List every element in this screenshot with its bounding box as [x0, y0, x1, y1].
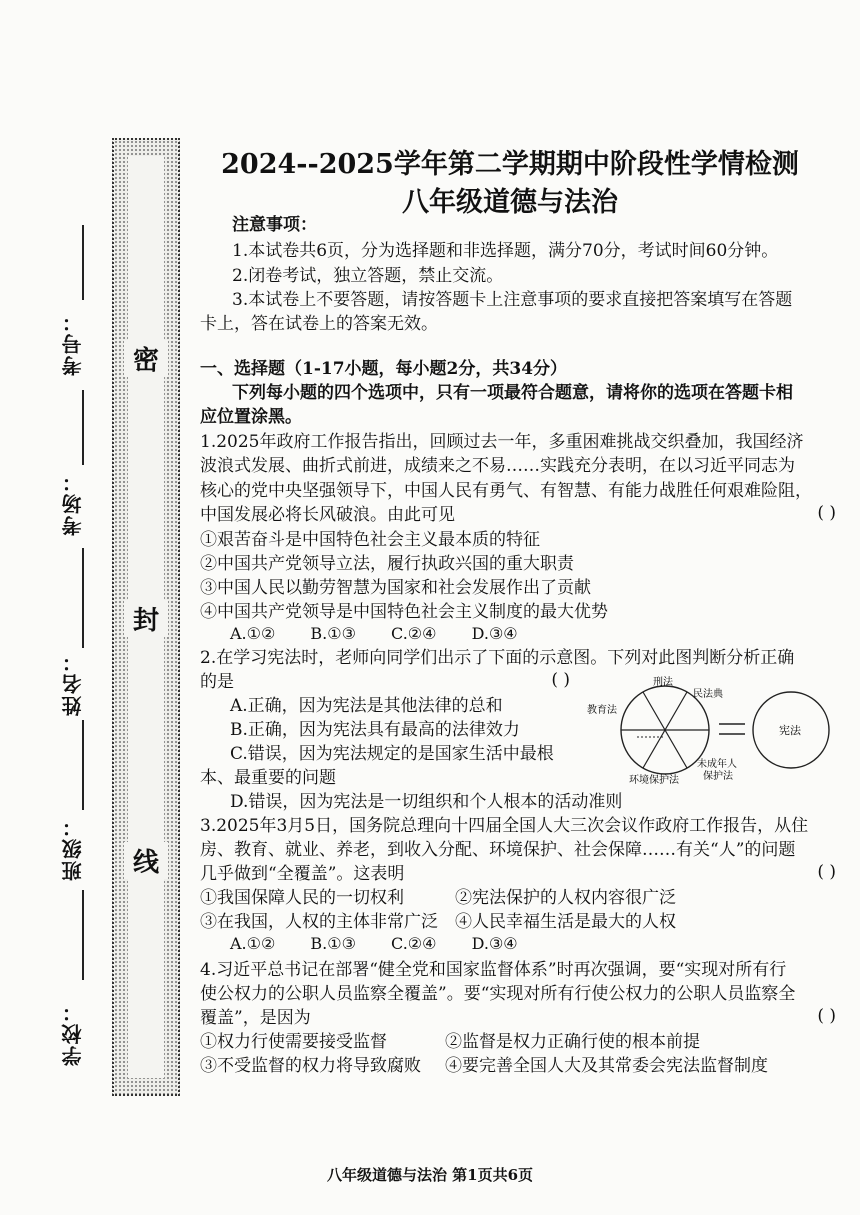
- note-item: 3.本试卷上不要答题，请按答题卡上注意事项的要求直接把答案填写在答题: [232, 290, 793, 310]
- note-item: 卡上，答在试卷上的答案无效。: [200, 314, 438, 334]
- option-d: D.③④: [471, 624, 518, 643]
- fill-line: [82, 225, 84, 300]
- q3-statement: ③在我国，人权的主体非常广泛: [200, 912, 438, 932]
- section-heading: 一、选择题（1-17小题，每小题2分，共34分）: [200, 359, 568, 379]
- seal-word-feng: 封: [124, 600, 168, 637]
- label-criminal-law: 刑法: [653, 677, 673, 688]
- q1-statement: ①艰苦奋斗是中国特色社会主义最本质的特征: [200, 530, 540, 550]
- q2-stem: 2.在学习宪法时，老师向同学们出示了下面的示意图。下列对此图判断分析正确: [200, 648, 795, 668]
- section-intro: 下列每小题的四个选项中，只有一项最符合题意，请将你的选项在答题卡相: [232, 383, 793, 403]
- q2-choice-b: B.正确，因为宪法具有最高的法律效力: [230, 720, 520, 740]
- option-a: A.①②: [230, 934, 276, 953]
- q2-choice-c-cont: 本、最重要的问题: [200, 768, 336, 788]
- note-item: 2.闭卷考试，独立答题，禁止交流。: [232, 266, 504, 286]
- q2-choice-c: C.错误，因为宪法规定的是国家生活中最根: [230, 744, 554, 764]
- q4-statement: ②监督是权力正确行使的根本前提: [445, 1032, 700, 1052]
- seal-word-xian: 线: [124, 842, 168, 879]
- fill-line: [82, 890, 84, 980]
- option-b: B.①③: [310, 624, 356, 643]
- fill-line: [82, 390, 84, 465]
- q4-stem: 4.习近平总书记在部署“健全党和国家监督体系”时再次强调，要“实现对所有行: [200, 960, 787, 980]
- q1-stem: 核心的党中央坚强领导下，中国人民有勇气、有智慧、有能力战胜任何艰难险阻，: [200, 481, 812, 501]
- q4-statement: ④要完善全国人大及其常委会宪法监督制度: [445, 1056, 768, 1076]
- q2-stem: 的是: [200, 672, 234, 692]
- q1-stem: 1.2025年政府工作报告指出，回顾过去一年，多重困难挑战交织叠加，我国经济: [200, 432, 804, 452]
- seal-word-mi: 密: [124, 340, 168, 377]
- notes-heading: 注意事项：: [232, 215, 317, 235]
- q2-choice-a: A.正确，因为宪法是其他法律的总和: [230, 696, 503, 716]
- q4-statement: ①权力行使需要接受监督: [200, 1032, 387, 1052]
- option-a: A.①②: [230, 624, 276, 643]
- label-education-law: 教育法: [587, 705, 617, 716]
- label-environment-law: 环境保护法: [629, 775, 679, 786]
- exam-subject: 八年级道德与法治: [402, 187, 618, 218]
- exam-title: 2024--2025学年第二学期期中阶段性学情检测: [221, 149, 799, 180]
- label-minor-protection: 未成年人: [697, 759, 737, 770]
- fill-line: [82, 548, 84, 648]
- q1-answer-paren: ( ): [817, 503, 836, 523]
- q1-statement: ②中国共产党领导立法，履行执政兴国的重大职责: [200, 554, 574, 574]
- option-c: C.②④: [391, 624, 437, 643]
- q1-stem: 中国发展必将长风破浪。由此可见: [200, 505, 455, 525]
- constitution-diagram: [585, 675, 835, 790]
- q3-stem: 3.2025年3月5日，国务院总理向十四届全国人大三次会议作政府工作报告，从住: [200, 816, 809, 836]
- label-civil-code: 民法典: [693, 689, 723, 700]
- binding-margin: [58, 0, 98, 1215]
- q2-answer-paren: ( ): [551, 670, 570, 690]
- q2-choice-d: D.错误，因为宪法是一切组织和个人根本的活动准则: [230, 792, 623, 812]
- note-item: 1.本试卷共6页，分为选择题和非选择题，满分70分，考试时间60分钟。: [232, 241, 779, 261]
- q1-statement: ④中国共产党领导是中国特色社会主义制度的最大优势: [200, 602, 608, 622]
- q3-options: [230, 934, 548, 953]
- q3-answer-paren: ( ): [817, 862, 836, 882]
- section-intro: 应位置涂黑。: [200, 407, 302, 427]
- label-exam-number: 考号：: [61, 310, 85, 376]
- label-constitution: 宪法: [779, 725, 801, 737]
- fill-line: [82, 720, 84, 810]
- q4-statement: ③不受监督的权力将导致腐败: [200, 1056, 421, 1076]
- option-b: B.①③: [310, 934, 356, 953]
- q4-stem: 使公权力的公职人员监察全覆盖”。要“实现对所有行使公权力的公职人员监察全: [200, 984, 796, 1004]
- q3-statement: ④人民幸福生活是最大的人权: [455, 912, 676, 932]
- q4-stem: 覆盖”，是因为: [200, 1008, 311, 1028]
- page-footer: 八年级道德与法治 第1页共6页: [326, 1166, 534, 1184]
- q3-statement: ①我国保障人民的一切权利: [200, 888, 404, 908]
- q1-options: [230, 624, 548, 643]
- label-exam-room: 考场：: [61, 470, 85, 536]
- option-c: C.②④: [391, 934, 437, 953]
- q3-stem: 几乎做到“全覆盖”。这表明: [200, 864, 405, 884]
- label-school: 学校：: [61, 1000, 85, 1066]
- q3-statement: ②宪法保护的人权内容很广泛: [455, 888, 676, 908]
- q1-stem: 波浪式发展、曲折式前进，成绩来之不易……实践充分表明，在以习近平同志为: [200, 456, 795, 476]
- label-minor-protection-2: 保护法: [703, 771, 733, 782]
- label-name: 姓名：: [61, 650, 85, 716]
- q1-statement: ③中国人民以勤劳智慧为国家和社会发展作出了贡献: [200, 578, 591, 598]
- q3-stem: 房、教育、就业、养老，到收入分配、环境保护、社会保障……有关“人”的问题: [200, 840, 796, 860]
- option-d: D.③④: [471, 934, 518, 953]
- label-class: 班级：: [61, 815, 85, 881]
- q4-answer-paren: ( ): [817, 1006, 836, 1026]
